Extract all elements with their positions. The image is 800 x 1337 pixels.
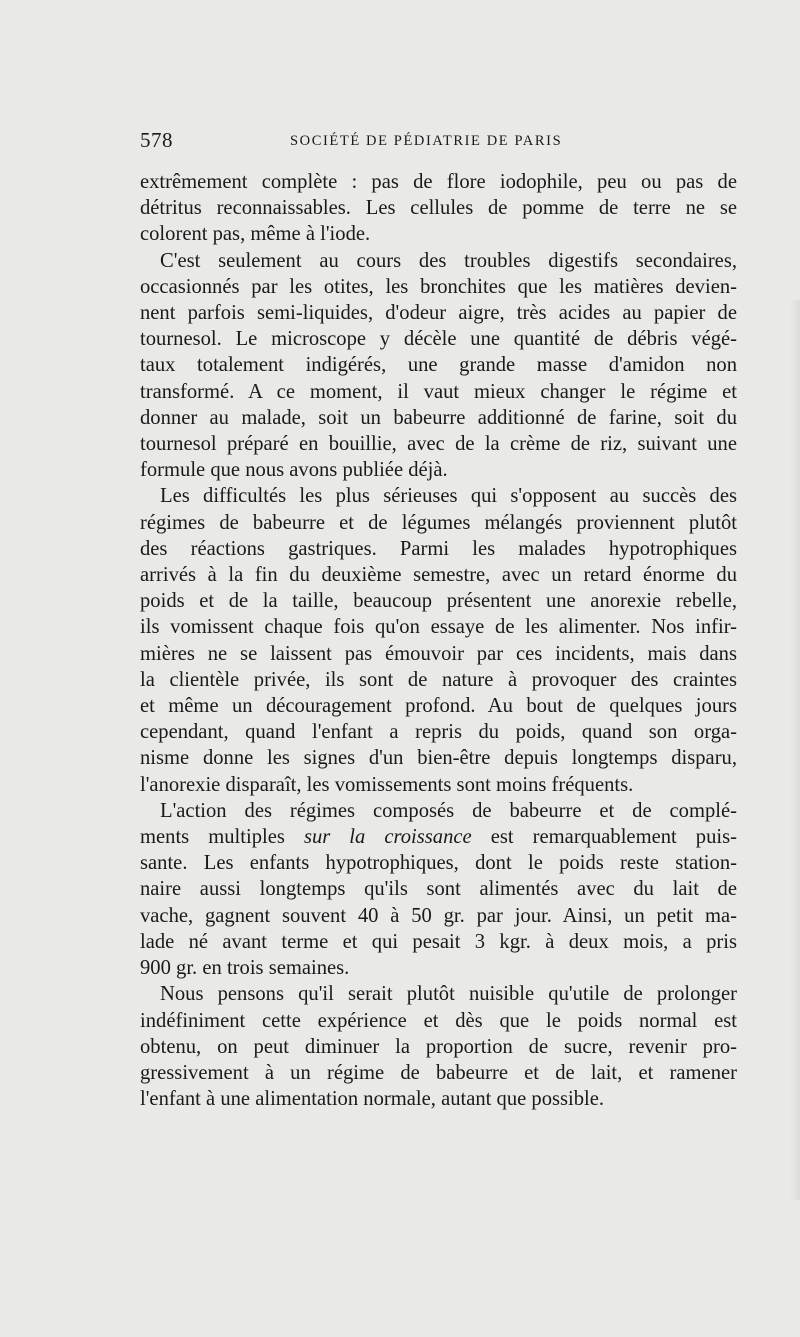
text-line: détritus reconnaissables. Les cellules de pomme de terre ne se (140, 197, 737, 220)
paragraph (140, 248, 737, 484)
paragraph (140, 169, 737, 248)
paragraph (140, 798, 737, 981)
text-line: indéfiniment cette expérience et dès que le poids normal est (140, 1009, 737, 1032)
text-line: tournesol. Le microscope y décèle une quantité de débris végé- (140, 328, 737, 351)
text-line: Nous pensons qu'il serait plutôt nuisible qu'utile de prolonger (160, 983, 737, 1006)
text-line: la clientèle privée, ils sont de nature à provoquer des craintes (140, 668, 737, 691)
text-line: colorent pas, même à l'iode. (140, 223, 371, 246)
text-line: des réactions gastriques. Parmi les malades hypotrophiques (140, 537, 737, 560)
text-line: formule que nous avons publiée déjà. (140, 459, 448, 482)
text-line: mières ne se laissent pas émouvoir par ces incidents, mais dans (140, 642, 737, 665)
text-line: naire aussi longtemps qu'ils sont alimentés avec du lait de (140, 878, 737, 901)
text-line: nent parfois semi-liquides, d'odeur aigre, très acides au papier de (140, 302, 737, 325)
text-line: l'anorexie disparaît, les vomissements sont moins fréquents. (140, 773, 634, 796)
text-line: occasionnés par les otites, les bronchites que les matières devien- (140, 275, 737, 298)
text-line: taux totalement indigérés, une grande masse d'amidon non (140, 354, 737, 377)
running-head (140, 128, 695, 158)
text-line: tournesol préparé en bouillie, avec de la crème de riz, suivant une (140, 433, 737, 456)
text-line: l'enfant à une alimentation normale, autant que possible. (140, 1088, 605, 1111)
text-line: transformé. A ce moment, il vaut mieux changer le régime et (140, 380, 737, 403)
text-line: ils vomissent chaque fois qu'on essaye de les alimenter. Nos infir- (140, 616, 737, 639)
text-line: extrêmement complète : pas de flore iodophile, peu ou pas de (140, 171, 737, 193)
text-line: et même un découragement profond. Au bout de quelques jours (140, 695, 737, 718)
text-line: 900 gr. en trois semaines. (140, 957, 350, 980)
text-line: Les difficultés les plus sérieuses qui s'opposent au succès des (160, 485, 737, 508)
running-title: SOCIÉTÉ DE PÉDIATRIE DE PARIS (290, 133, 563, 149)
body-text (140, 169, 737, 1112)
text-segment: ments multiples (140, 826, 304, 849)
text-line: gressivement à un régime de babeurre et de lait, et ramener (140, 1061, 737, 1084)
paragraph (140, 981, 737, 1112)
paragraph (140, 483, 737, 797)
text-line (140, 824, 737, 850)
page-edge-shadow (790, 300, 800, 1200)
page-number: 578 (140, 128, 173, 152)
text-line: sante. Les enfants hypotrophiques, dont le poids reste station- (140, 852, 737, 875)
text-line: nisme donne les signes d'un bien-être depuis longtemps disparu, (140, 747, 737, 770)
text-line: L'action des régimes composés de babeurre et de complé- (160, 799, 737, 822)
text-line: C'est seulement au cours des troubles digestifs secondaires, (160, 249, 737, 272)
text-line: vache, gagnent souvent 40 à 50 gr. par jour. Ainsi, un petit ma- (140, 904, 737, 927)
text-segment: est remarquablement puis- (471, 826, 737, 849)
text-line: cependant, quand l'enfant a repris du poids, quand son orga- (140, 721, 737, 744)
text-line: obtenu, on peut diminuer la proportion de sucre, revenir pro- (140, 1035, 737, 1058)
text-line: donner au malade, soit un babeurre additionné de farine, soit du (140, 406, 737, 429)
text-line: régimes de babeurre et de légumes mélangés proviennent plutôt (140, 511, 737, 534)
text-line: lade né avant terme et qui pesait 3 kgr. à deux mois, a pris (140, 930, 737, 953)
text-line: arrivés à la fin du deuxième semestre, avec un retard énorme du (140, 564, 737, 587)
italic-phrase: sur la croissance (303, 826, 472, 849)
text-line: poids et de la taille, beaucoup présentent une anorexie rebelle, (140, 590, 737, 613)
